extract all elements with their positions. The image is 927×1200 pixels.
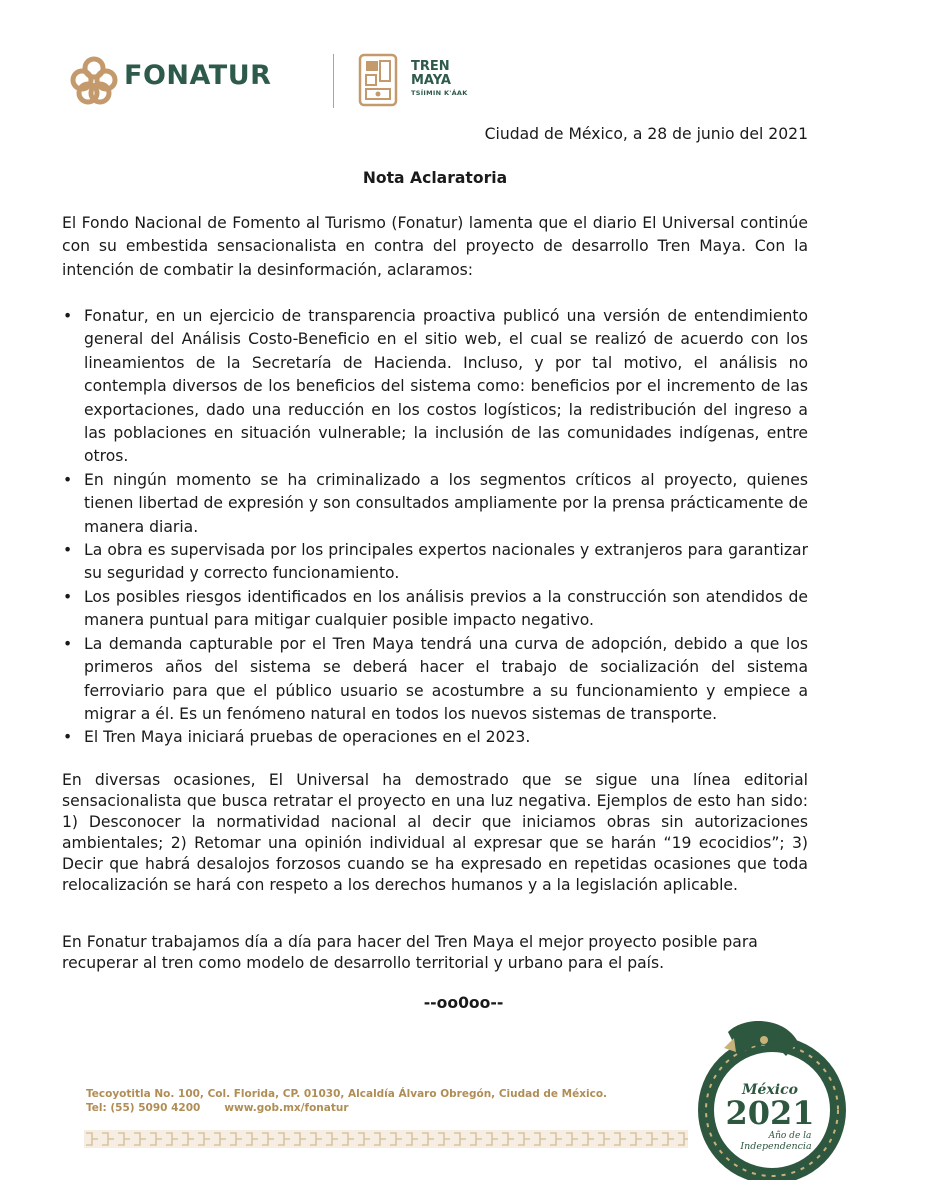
mexico-2021-emblem — [694, 1012, 850, 1180]
letterhead — [66, 50, 486, 110]
intro-paragraph: El Fondo Nacional de Fomento al Turismo (Fonatur) lamenta que el diario El Universal continúe con su embestida sensacionalista en contra del proyecto de desarrollo Tren Maya. Con la intención de combatir la desinformación, aclaramos: — [62, 214, 808, 279]
emblem-line4: Independencia — [740, 1141, 812, 1152]
fonatur-wordmark: FONATUR — [124, 60, 272, 91]
fonatur-knot-logo — [66, 52, 122, 108]
list-item: • La obra es supervisada por los principales expertos nacionales y extranjeros para garantizar su seguridad y correcto funcionamiento. — [62, 539, 808, 586]
emblem-line3: Año de la — [768, 1131, 812, 1141]
tren-maya-line3: TSÍIMIN K'ÁAK — [411, 89, 468, 97]
emblem-line1: México — [742, 1082, 798, 1098]
tren-maya-glyph-logo — [358, 53, 398, 107]
footer-website: www.gob.mx/fonatur — [224, 1102, 349, 1114]
list-item: • La demanda capturable por el Tren Maya tendrá una curva de adopción, debido a que los primeros años del sistema se deberá hacer el trabajo de socialización del sistema ferroviario para que el público usuario se acostumbre a su funcionamiento y empiece a migrar a él. Es un fenómeno natural en todos los nuevos sistemas de transporte. — [62, 633, 808, 727]
document-date: Ciudad de México, a 28 de junio del 2021 — [484, 125, 808, 143]
closing-mark: --oo0oo-- — [423, 994, 504, 1012]
list-item: • Los posibles riesgos identificados en los análisis previos a la construcción son atendidos de manera puntual para mitigar cualquier posible impacto negativo. — [62, 586, 808, 633]
emblem-line2: 2021 — [725, 1094, 815, 1132]
tren-maya-line2: MAYA — [411, 73, 451, 88]
footer-ornament-band — [84, 1130, 688, 1148]
list-item: • El Tren Maya iniciará pruebas de operaciones en el 2023. — [62, 726, 808, 749]
document-title: Nota Aclaratoria — [362, 169, 508, 187]
footer-address: Tecoyotitla No. 100, Col. Florida, CP. 01030, Alcaldía Álvaro Obregón, Ciudad de México. — [86, 1088, 608, 1100]
body-paragraph-2: En diversas ocasiones, El Universal ha demostrado que se sigue una línea editorial sensacionalista que busca retratar el proyecto en una luz negativa. Ejemplos de esto han sido: 1) Desconocer la normatividad nacional al decir que iniciamos obras sin autorizaciones ambientales; 2) Retomar una opinión individual al expresar que se harán “19 ecocidios”; 3) Decir que habrá desalojos forzosos cuando se ha expresado en repetidas ocasiones que toda relocalización se hará con respeto a los derechos humanos y a la legislación aplicable. — [62, 771, 808, 894]
footer-contact — [86, 1087, 686, 1115]
list-item: • Fonatur, en un ejercicio de transparencia proactiva publicó una versión de entendimiento general del Análisis Costo-Beneficio en el sitio web, el cual se realizó de acuerdo con los lineamientos de la Secretaría de Hacienda. Incluso, y por tal motivo, el análisis no contempla diversos de los beneficios del sistema como: beneficios por el incremento de las exportaciones, dado una reducción en los costos logísticos; la redistribución del ingreso a las poblaciones en situación vulnerable; la inclusión de las comunidades indígenas, entre otros. — [62, 305, 808, 469]
list-item: • En ningún momento se ha criminalizado a los segmentos críticos al proyecto, quienes tienen libertad de expresión y son consultados ampliamente por la prensa prácticamente de manera diaria. — [62, 469, 808, 539]
tren-maya-wordmark — [411, 60, 468, 98]
body-paragraph-3: En Fonatur trabajamos día a día para hacer del Tren Maya el mejor proyecto posible para recuperar al tren como modelo de desarrollo territorial y urbano para el país. — [62, 933, 758, 972]
tren-maya-line1: TREN — [411, 59, 450, 74]
header-divider — [333, 54, 334, 108]
footer-phone: Tel: (55) 5090 4200 — [86, 1102, 201, 1114]
clarification-list — [62, 305, 808, 750]
